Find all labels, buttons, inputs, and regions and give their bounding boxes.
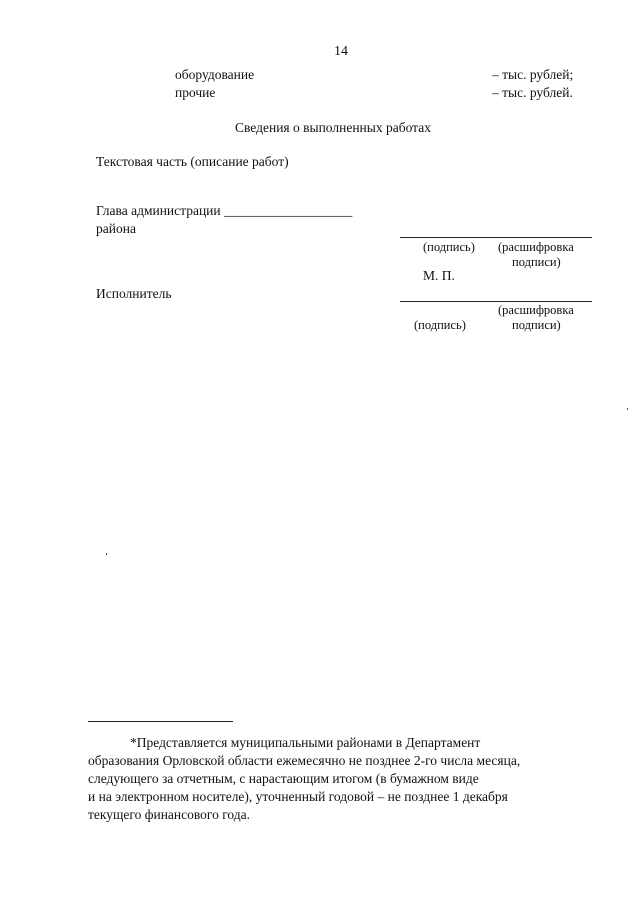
- head-admin-line: Глава администрации ___________________: [96, 203, 353, 218]
- footnote: [88, 734, 582, 824]
- signature-line-2: [400, 301, 592, 302]
- signature-line-1: [400, 237, 592, 238]
- signature-caption-1: (подпись): [423, 240, 475, 254]
- section-title: Сведения о выполненных работах: [235, 120, 431, 135]
- footnote-line-3: следующего за отчетным, с нарастающим итогом (в бумажном виде: [88, 771, 479, 786]
- expense-value-equipment: – тыс. рублей;: [492, 67, 574, 82]
- decoding-caption-1b: подписи): [512, 255, 561, 269]
- footnote-line-4: и на электронном носителе), уточненный годовой – не позднее 1 декабря: [88, 789, 508, 804]
- text-part-label: Текстовая часть (описание работ): [96, 154, 289, 169]
- page-number: 14: [334, 44, 348, 59]
- executor-label: Исполнитель: [96, 286, 172, 301]
- decoding-caption-2a: (расшифровка: [498, 303, 574, 317]
- expense-value-other: – тыс. рублей.: [492, 85, 573, 100]
- decoding-caption-2b: подписи): [512, 318, 561, 332]
- footnote-line-1: *Представляется муниципальными районами в Департамент: [130, 735, 481, 750]
- head-admin-district: района: [96, 221, 136, 236]
- expense-label-equipment: оборудование: [175, 67, 255, 82]
- decoding-caption-1a: (расшифровка: [498, 240, 574, 254]
- expense-label-other: прочие: [175, 85, 216, 100]
- footnote-line-5: текущего финансового года.: [88, 807, 251, 822]
- scan-speck: [627, 408, 628, 410]
- stamp-place: М. П.: [423, 268, 455, 283]
- footnote-line-2: образования Орловской области ежемесячно не позднее 2-го числа месяца,: [88, 753, 521, 768]
- signature-caption-2: (подпись): [414, 318, 466, 332]
- scan-speck: [106, 553, 107, 555]
- footnote-separator: [88, 721, 233, 722]
